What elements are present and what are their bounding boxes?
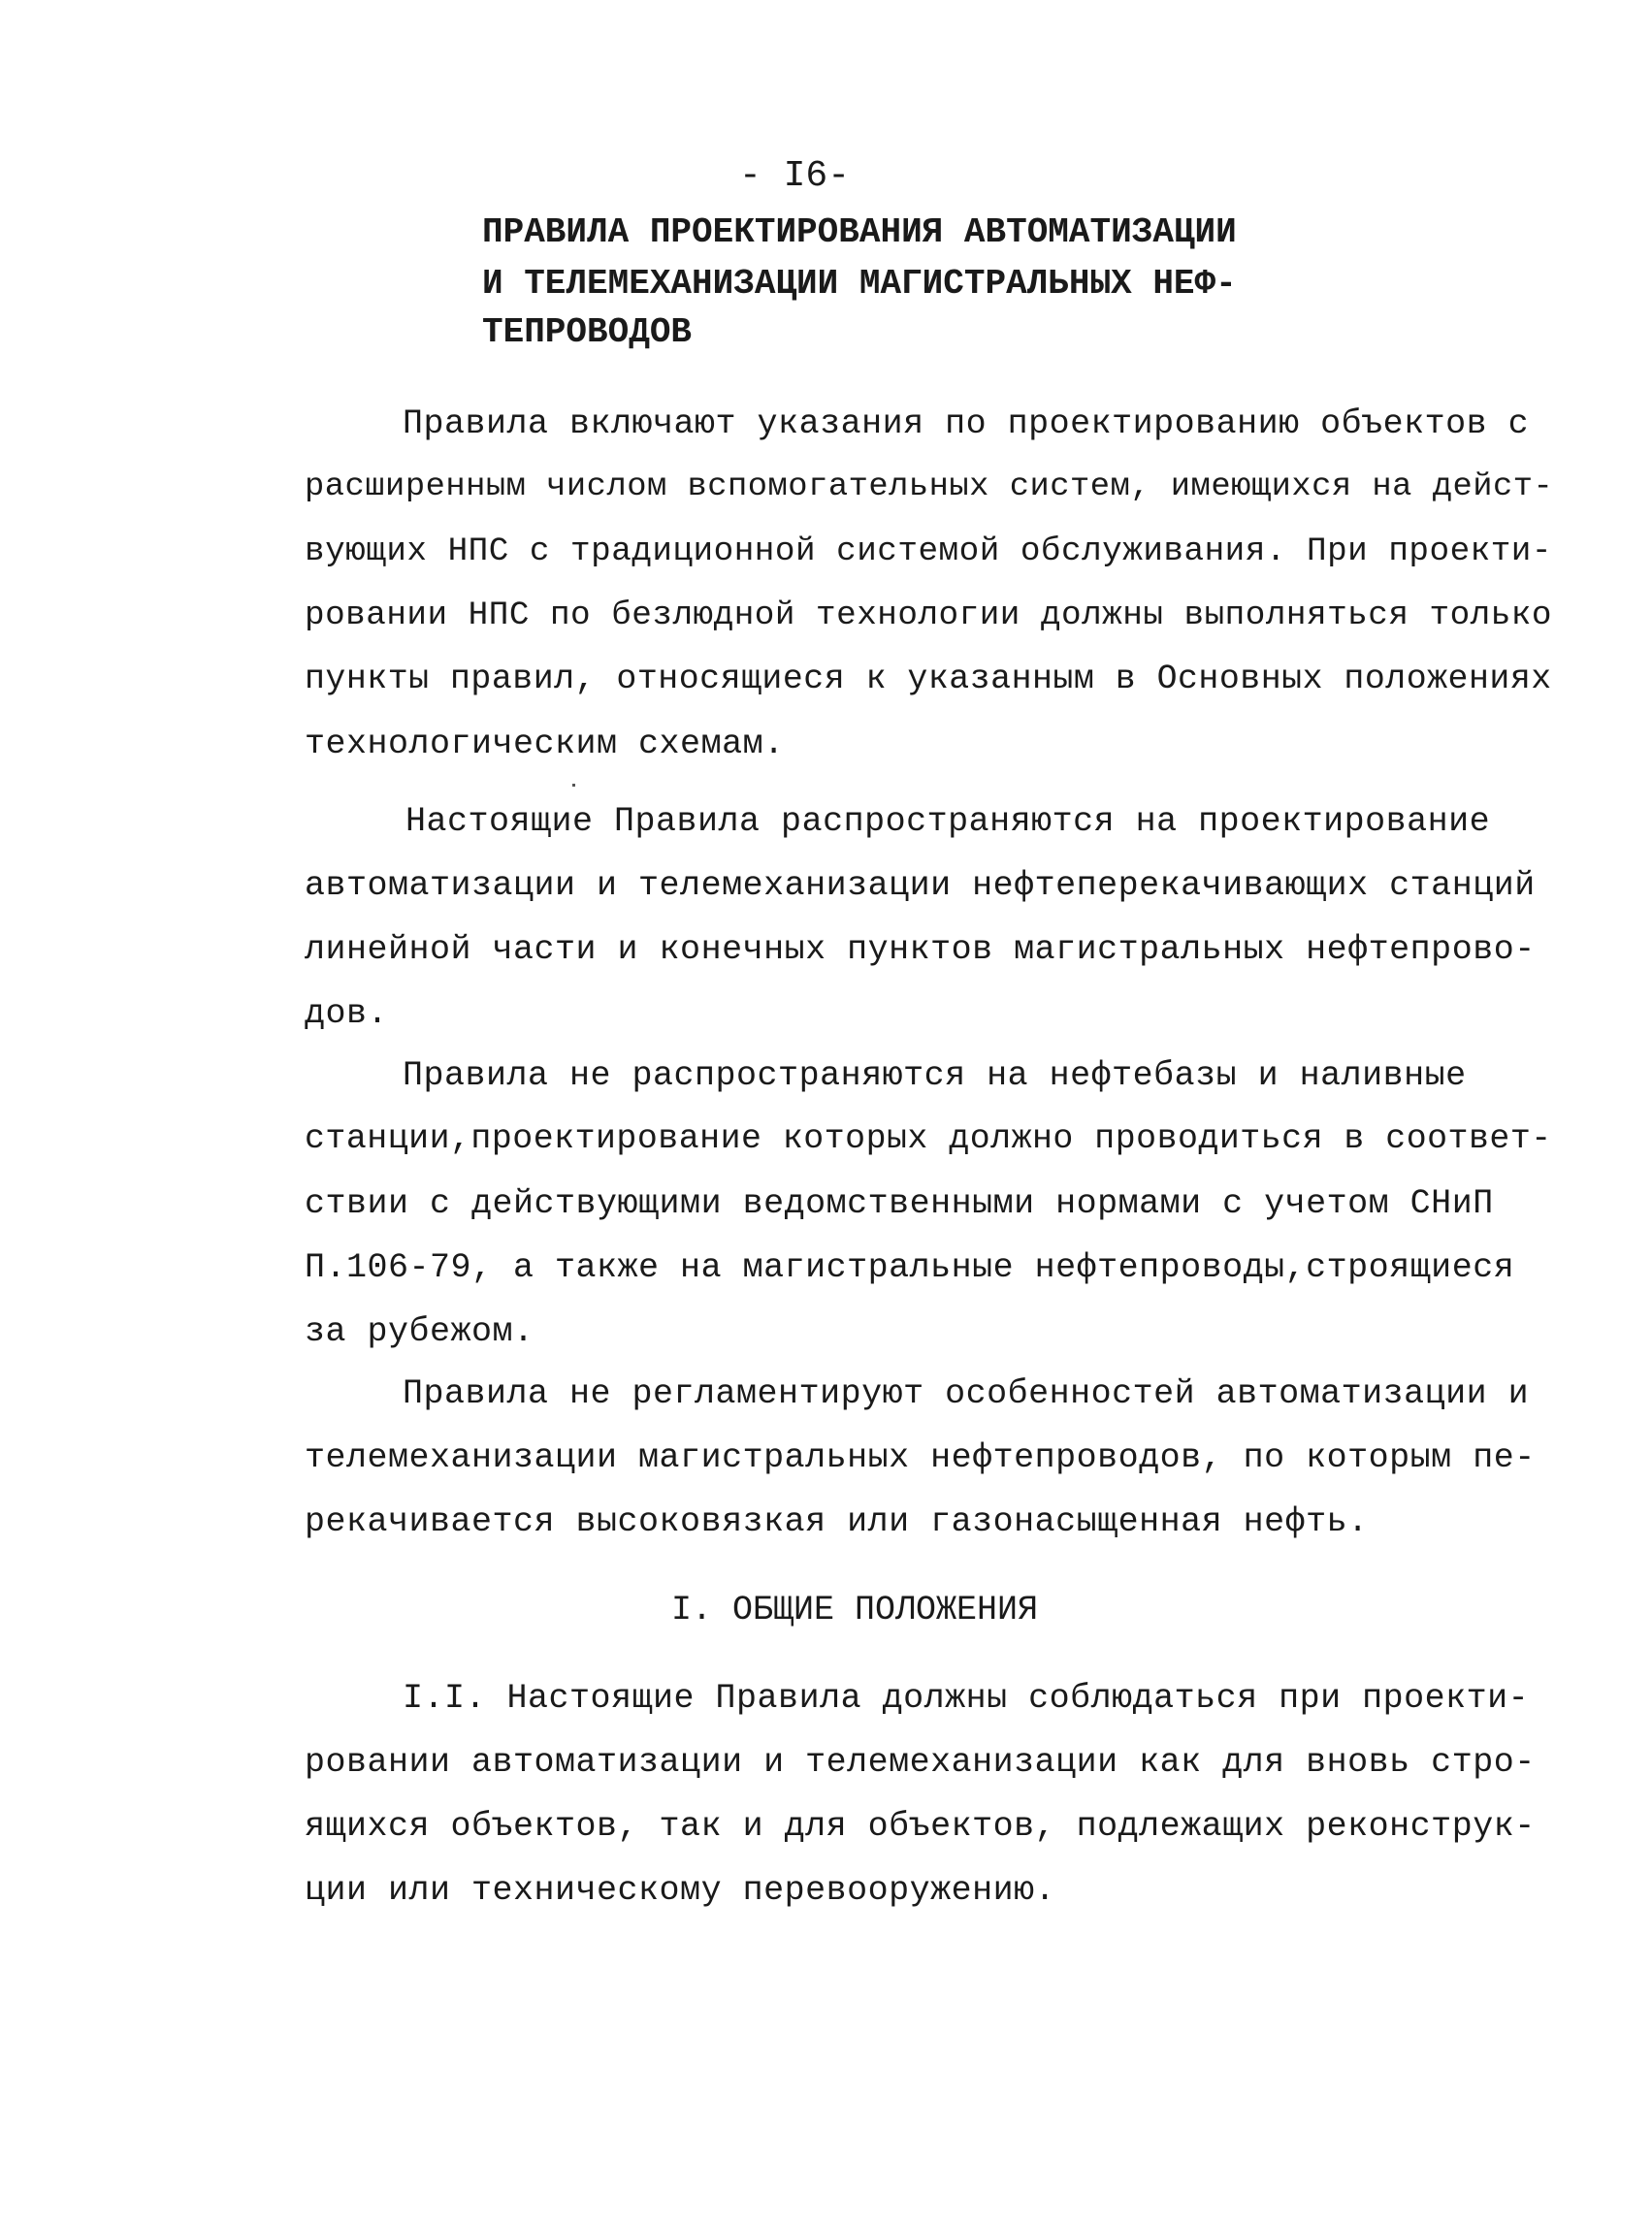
text-line: пункты правил, относящиеся к указанным в Основных положениях [305,661,1552,698]
title-line: ТЕПРОВОДОВ [482,312,693,352]
text-line: автоматизации и телемеханизации нефтеперекачивающих станций [305,866,1536,905]
text-line: ящихся объектов, так и для объектов, подлежащих реконструк- [305,1807,1536,1846]
text-line: телемеханизации магистральных нефтепроводов, по которым пе- [305,1438,1536,1477]
scan-speck [572,784,575,787]
text-line: дов. [305,994,389,1033]
title-line: И ТЕЛЕМЕХАНИЗАЦИИ МАГИСТРАЛЬНЫХ НЕФ- [482,264,1237,304]
text-line: за рубежом. [305,1312,534,1351]
page-number: - I6- [739,155,851,197]
text-line: Правила не распространяются на нефтебазы и наливные [403,1056,1467,1095]
text-line: линейной части и конечных пунктов магистральных нефтепрово- [305,930,1536,969]
title-line: ПРАВИЛА ПРОЕКТИРОВАНИЯ АВТОМАТИЗАЦИИ [482,212,1237,252]
text-line: Правила включают указания по проектированию объектов с [403,404,1530,443]
section-heading: I. ОБЩИЕ ПОЛОЖЕНИЯ [671,1591,1039,1629]
text-line: станции,проектирование которых должно проводиться в соответ- [305,1120,1552,1158]
text-line: технологическим схемам. [305,725,785,763]
text-line: ровании автоматизации и телемеханизации как для вновь стро- [305,1743,1536,1782]
text-line: П.106-79, а также на магистральные нефтепроводы,строящиеся [305,1248,1515,1287]
text-line: Правила не регламентируют особенностей автоматизации и [403,1374,1530,1413]
text-line: ствии с действующими ведомственными нормами с учетом СНиП [305,1184,1494,1223]
text-line: расширенным числом вспомогательных систем, имеющихся на дейст- [305,468,1554,505]
text-line: вующих НПС с традиционной системой обслуживания. При проекти- [305,532,1552,570]
text-line: ровании НПС по безлюдной технологии должны выполняться только [305,597,1552,634]
text-line: I.I. Настоящие Правила должны соблюдаться при проекти- [403,1679,1530,1718]
text-line: ции или техническому перевооружению. [305,1871,1056,1910]
text-line: рекачивается высоковязкая или газонасыщенная нефть. [305,1502,1369,1541]
text-line: Настоящие Правила распространяются на проектирование [405,802,1491,841]
